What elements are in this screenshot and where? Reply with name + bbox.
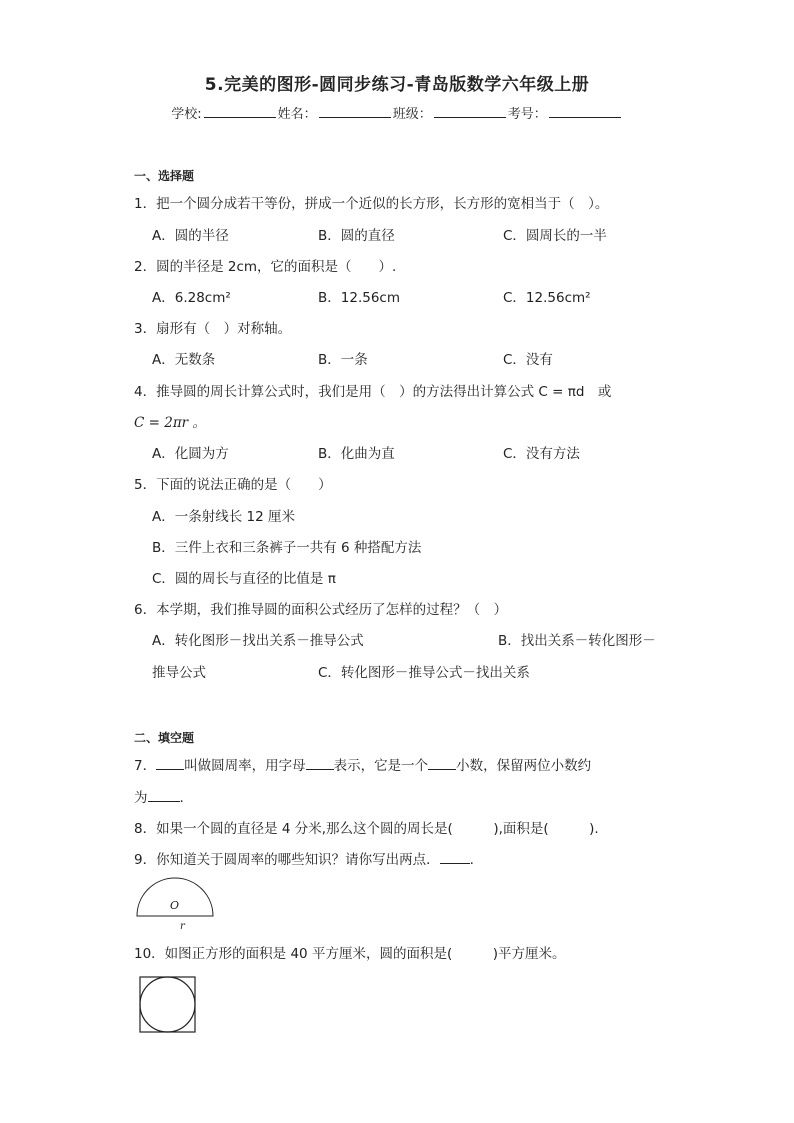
question-9 <box>134 848 474 868</box>
q2-option-a: A．6.28cm² <box>152 290 231 306</box>
q7-text-3: 小数，保留两位小数约 <box>456 758 592 774</box>
question-5: 5．下面的说法正确的是（ ） <box>134 477 332 493</box>
name-label: 姓名： <box>277 107 317 122</box>
q7-blank-3 <box>428 756 456 770</box>
question-4: 4．推导圆的周长计算公式时，我们是用（ ）的方法得出计算公式 C = πd 或 <box>134 384 612 400</box>
section-heading-fill: 二、填空题 <box>134 731 195 745</box>
section-heading-choice: 一、选择题 <box>134 169 195 183</box>
page-title: 5.完美的图形-圆同步练习-青岛版数学六年级上册 <box>204 75 590 95</box>
class-label: 班级： <box>392 107 432 122</box>
question-7 <box>134 754 591 774</box>
q7-blank-4 <box>148 788 180 802</box>
q6-option-b: B．找出关系－转化图形－ <box>498 633 656 649</box>
q9-blank <box>440 850 470 864</box>
exam-no-label: 考号： <box>507 107 547 122</box>
q2-option-c: C．12.56cm² <box>503 290 591 306</box>
q7-number: 7． <box>134 758 157 774</box>
q4-option-b: B．化曲为直 <box>318 446 395 462</box>
semicircle-figure <box>134 874 216 934</box>
q7-blank-1 <box>156 756 184 770</box>
q2-option-b: B．12.56cm <box>318 290 400 306</box>
name-blank <box>319 105 391 118</box>
q5-option-c: C．圆的周长与直径的比值是 π <box>152 571 336 587</box>
school-blank <box>204 105 276 118</box>
square-with-circle-figure <box>139 976 197 1034</box>
question-8: 8．如果一个圆的直径是 4 分米,那么这个圆的周长是( ),面积是( ). <box>134 821 599 837</box>
question-7-line2 <box>134 786 184 806</box>
q5-option-a: A．一条射线长 12 厘米 <box>152 509 295 525</box>
q4-option-c: C．没有方法 <box>503 446 580 462</box>
q4-option-a: A．化圆为方 <box>152 446 229 462</box>
q1-option-b: B．圆的直径 <box>318 228 395 244</box>
radius-label-r: r <box>180 921 185 932</box>
q3-option-a: A．无数条 <box>152 352 216 368</box>
class-blank <box>434 105 506 118</box>
q7-blank-2 <box>306 756 334 770</box>
q3-option-b: B．一条 <box>318 352 368 368</box>
q7-text-2: 表示，它是一个 <box>333 758 429 774</box>
question-10: 10．如图正方形的面积是 40 平方厘米，圆的面积是( )平方厘米。 <box>134 946 566 962</box>
q5-option-b: B．三件上衣和三条裤子一共有 6 种搭配方法 <box>152 540 422 556</box>
q1-option-a: A．圆的半径 <box>152 228 229 244</box>
center-label-o: O <box>170 899 180 912</box>
q9-text: 9．你知道关于圆周率的哪些知识？请你写出两点． <box>134 852 440 868</box>
question-3: 3．扇形有（ ）对称轴。 <box>134 321 292 337</box>
q6-option-b-continued: 推导公式 <box>152 665 206 681</box>
q7-text-4: 为 <box>134 790 148 806</box>
question-2: 2．圆的半径是 2cm，它的面积是（ ）. <box>134 259 397 275</box>
q3-option-c: C．没有 <box>503 352 553 368</box>
exam-no-blank <box>549 105 621 118</box>
q9-period: . <box>469 852 474 868</box>
school-label: 学校: <box>171 107 202 122</box>
q1-option-c: C．圆周长的一半 <box>503 228 607 244</box>
question-4-formula-line: C = 2πr 。 <box>134 415 206 431</box>
question-1: 1．把一个圆分成若干等份，拼成一个近似的长方形，长方形的宽相当于（ ）。 <box>134 196 609 212</box>
student-info-line <box>0 103 794 122</box>
q7-period: . <box>179 790 184 806</box>
inscribed-circle-shape <box>140 977 195 1032</box>
question-6: 6．本学期，我们推导圆的面积公式经历了怎样的过程？（ ） <box>134 602 508 618</box>
q7-text-1: 叫做圆周率，用字母 <box>184 758 306 774</box>
q6-option-c: C．转化图形－推导公式－找出关系 <box>318 665 530 681</box>
q6-option-a: A．转化图形－找出关系－推导公式 <box>152 633 364 649</box>
